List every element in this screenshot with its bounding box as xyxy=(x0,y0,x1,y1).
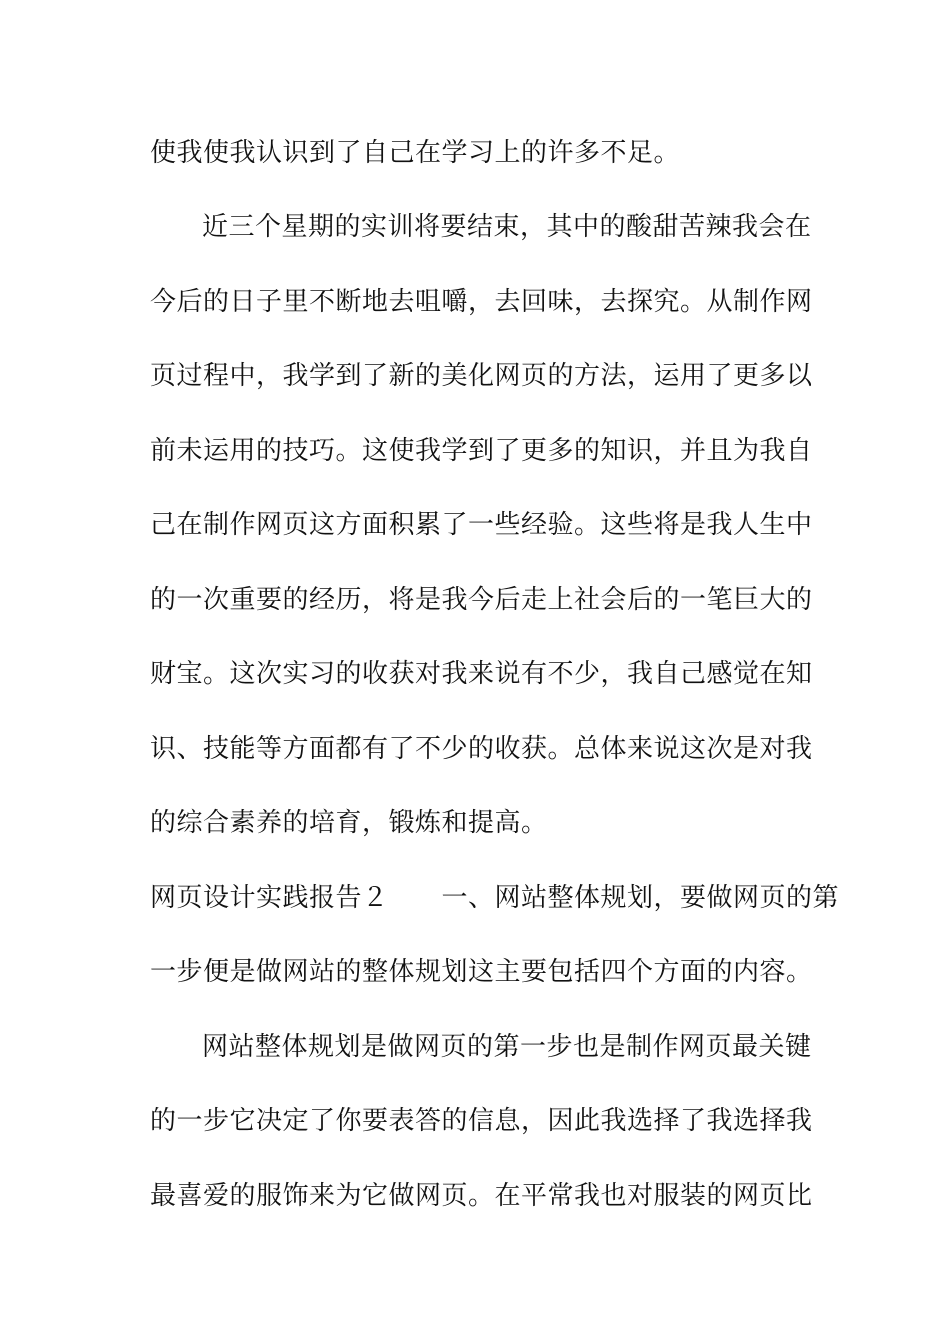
text-line: 一步便是做网站的整体规划这主要包括四个方面的内容。 xyxy=(150,957,813,987)
paragraph-start-line: 网站整体规划是做网页的第一步也是制作网页最关键 xyxy=(202,1032,812,1062)
text-line: 前未运用的技巧。这使我学到了更多的知识，并且为我自 xyxy=(150,436,813,466)
text-line: 的一步它决定了你要表答的信息，因此我选择了我选择我 xyxy=(150,1106,813,1136)
paragraph-start-line: 近三个星期的实训将要结束，其中的酸甜苦辣我会在 xyxy=(202,212,812,242)
text-line: 今后的日子里不断地去咀嚼，去回味，去探究。从制作网 xyxy=(150,287,813,317)
text-line: 己在制作网页这方面积累了一些经验。这些将是我人生中 xyxy=(150,510,813,540)
text-line: 的一次重要的经历，将是我今后走上社会后的一笔巨大的 xyxy=(150,585,813,615)
text-line: 页过程中，我学到了新的美化网页的方法，运用了更多以 xyxy=(150,361,813,391)
text-line: 的综合素养的培育，锻炼和提高。 xyxy=(150,808,548,838)
text-line: 使我使我认识到了自己在学习上的许多不足。 xyxy=(150,138,681,168)
report-heading-line: 网页设计实践报告２ 一、网站整体规划，要做网页的第 xyxy=(150,883,840,913)
text-line: 识、技能等方面都有了不少的收获。总体来说这次是对我 xyxy=(150,734,813,764)
text-line: 最喜爱的服饰来为它做网页。在平常我也对服装的网页比 xyxy=(150,1181,813,1211)
text-line: 财宝。这次实习的收获对我来说有不少，我自己感觉在知 xyxy=(150,659,813,689)
